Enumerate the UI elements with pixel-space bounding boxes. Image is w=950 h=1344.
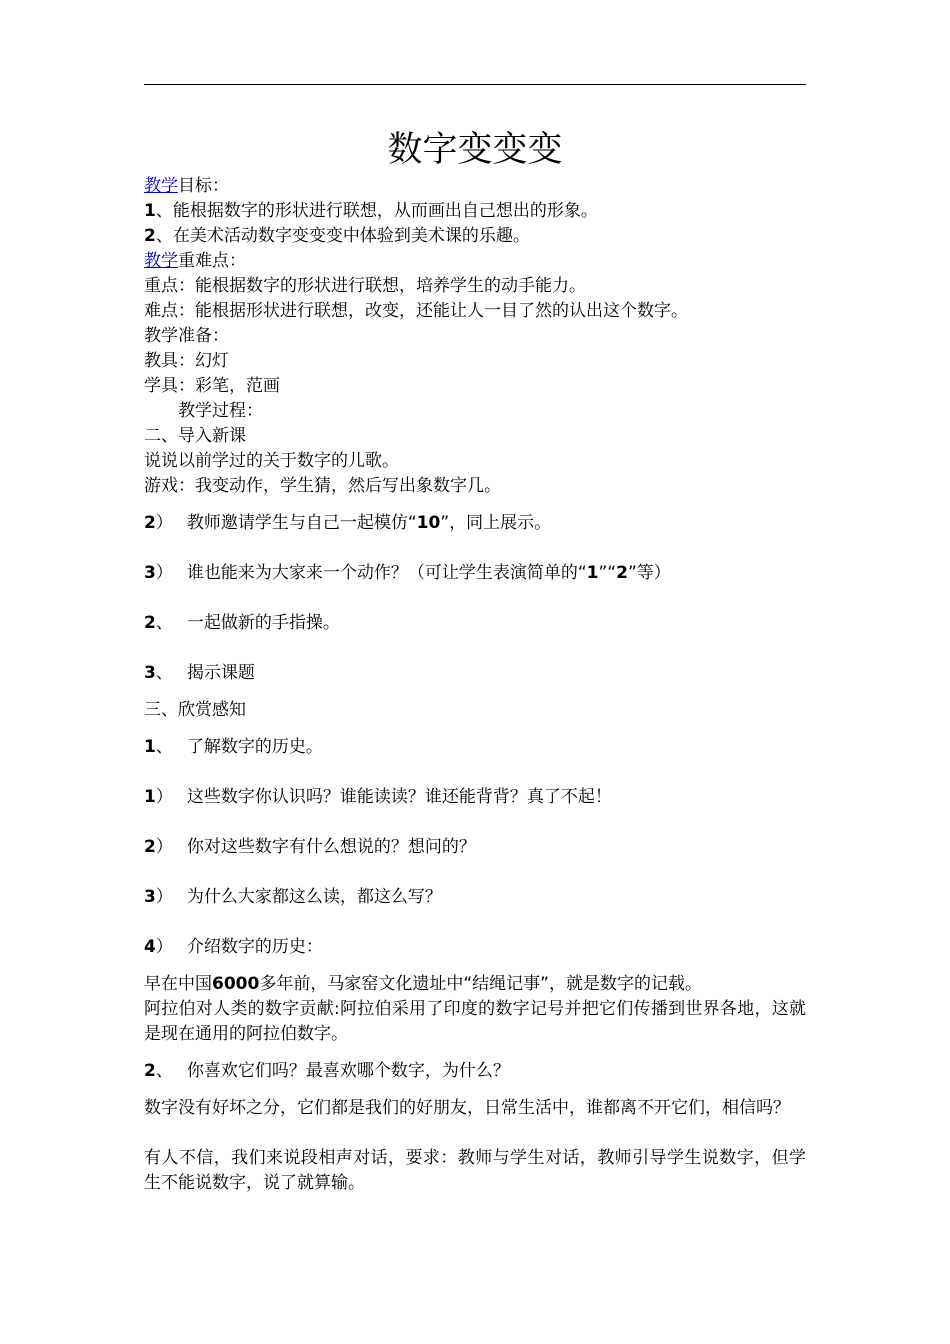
- difficult-point: 难点：能根据形状进行联想，改变，还能让人一目了然的认出这个数字。: [144, 301, 688, 321]
- header-rule: [144, 84, 806, 85]
- closing-paragraph-2: 有人不信，我们来说段相声对话，要求：教师与学生对话，教师引导学生说数字，但学生不能说数字，说了就算输。: [144, 1148, 806, 1193]
- intro-line-2: 游戏：我变动作，学生猜，然后写出象数字几。: [144, 476, 501, 496]
- section2-heading: 二、导入新课: [144, 426, 246, 446]
- step-history: 1、 了解数字的历史。: [144, 737, 323, 757]
- section3-heading: 三、欣赏感知: [144, 700, 246, 720]
- process-heading: 教学过程：: [178, 401, 263, 421]
- question-2: 2） 你对这些数字有什么想说的？想问的？: [144, 837, 476, 857]
- step-reveal-topic: 3、 揭示课题: [144, 663, 255, 683]
- student-tools: 学具：彩笔，范画: [144, 376, 280, 396]
- key-heading-link[interactable]: 教学: [144, 251, 178, 271]
- teacher-tools: 教具：幻灯: [144, 351, 229, 371]
- step-finger-exercise: 2、 一起做新的手指操。: [144, 613, 340, 633]
- intro-line-1: 说说以前学过的关于数字的儿歌。: [144, 451, 399, 471]
- page-title: 数字变变变: [387, 130, 563, 170]
- prep-heading: 教学准备：: [144, 326, 229, 346]
- goal-item-2: 2、在美术活动数字变变变中体验到美术课的乐趣。: [144, 226, 530, 246]
- history-paragraph-2: 阿拉伯对人类的数字贡献:阿拉伯采用了印度的数字记号并把它们传播到世界各地，这就是现在通用的阿拉伯数字。: [144, 999, 806, 1044]
- question-4: 4） 介绍数字的历史：: [144, 937, 323, 957]
- step-favorite-number: 2、 你喜欢它们吗？最喜欢哪个数字，为什么？: [144, 1061, 510, 1081]
- goal-item-1: 1、能根据数字的形状进行联想，从而画出自己想出的形象。: [144, 201, 598, 221]
- step-perform: 3） 谁也能来为大家来一个动作？（可让学生表演简单的“1”“2”等）: [144, 563, 671, 583]
- goal-heading: 教学目标：: [144, 176, 229, 196]
- key-point: 重点：能根据数字的形状进行联想，培养学生的动手能力。: [144, 276, 586, 296]
- goal-heading-link[interactable]: 教学: [144, 176, 178, 196]
- closing-paragraph-1: 数字没有好坏之分，它们都是我们的好朋友，日常生活中，谁都离不开它们，相信吗？: [144, 1098, 790, 1118]
- step-imitate: 2） 教师邀请学生与自己一起模仿“10”，同上展示。: [144, 513, 552, 533]
- question-1: 1） 这些数字你认识吗？谁能读读？谁还能背背？真了不起！: [144, 787, 612, 807]
- history-paragraph-1: 早在中国6000多年前，马家窑文化遗址中“结绳记事”，就是数字的记载。: [144, 974, 702, 994]
- key-heading: 教学重难点：: [144, 251, 246, 271]
- question-3: 3） 为什么大家都这么读，都这么写？: [144, 887, 442, 907]
